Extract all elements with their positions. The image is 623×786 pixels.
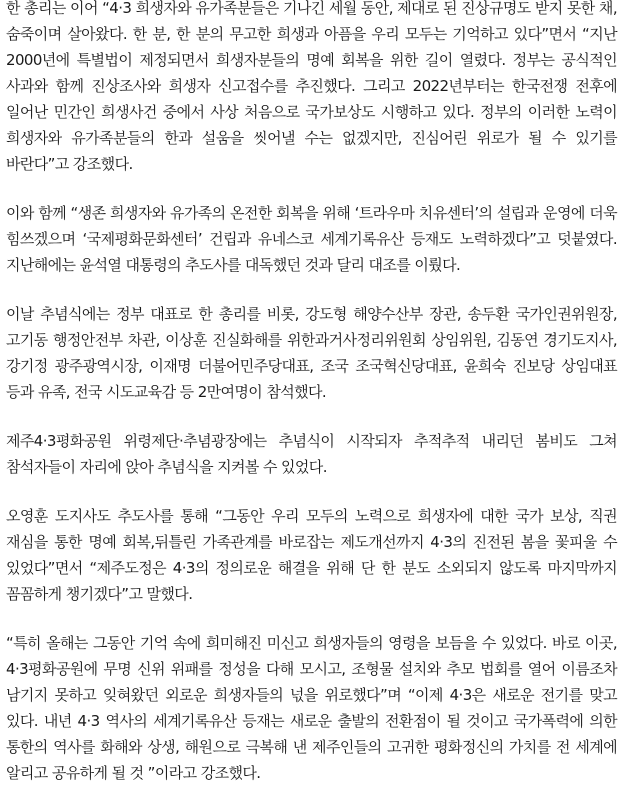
- article-paragraph: 제주4·3평화공원 위령제단·추념광장에는 추념식이 시작되자 추적추적 내리던 봄비도 그쳐 참석자들이 자리에 앉아 추념식을 지켜볼 수 있었다.: [6, 432, 617, 476]
- article-paragraph: “특히 올해는 그동안 기억 속에 희미해진 미신고 희생자들의 영령을 보듬을 수 있었다. 바로 이곳, 4·3평화공원에 무명 신위 위패를 정성을 다해 모시고, 조형물 설치와 추모 법회를 열어 이름조차 남기지 못하고 잊혀왔던 외로운 희생자들의 넋을 위로했다”며 “이제 4·3은 새로운 전기를 맞고 있다. 내년 4·3 역사의 세계기록유산 등재는 새로운 출발의 전환점이 될 것이고 국가폭력에 의한 통한의 역사를 화해와 상생, 해원으로 극복해 낸 제주인들의 고귀한 평화정신의 가치를 전 세계에 알리고 공유하게 될 것 ”이라고 강조했다.: [6, 634, 617, 782]
- article-paragraph: 오영훈 도지사도 추도사를 통해 “그동안 우리 모두의 노력으로 희생자에 대한 국가 보상, 직권 재심을 통한 명예 회복,뒤틀린 가족관계를 바로잡는 제도개선까지 4·3의 진전된 봄을 꽃피울 수 있었다”면서 “제주도정은 4·3의 정의로운 해결을 위해 단 한 분도 소외되지 않도록 마지막까지 꼼꼼하게 챙기겠다”고 말했다.: [6, 507, 617, 603]
- article-paragraph: 이와 함께 “생존 희생자와 유가족의 온전한 회복을 위해 ‘트라우마 치유센터’의 설립과 운영에 더욱 힘쓰겠으며 ‘국제평화문화센터’ 건립과 유네스코 세계기록유산 등재도 노력하겠다”고 덧붙였다. 지난해에는 윤석열 대통령의 추도사를 대독했던 것과 달리 대조를 이뤘다.: [6, 204, 617, 274]
- article-paragraph: 이날 추념식에는 정부 대표로 한 총리를 비롯, 강도형 해양수산부 장관, 송두환 국가인권위원장, 고기동 행정안전부 차관, 이상훈 진실화해를 위한과거사정리위원회 상임위원, 김동연 경기도지사, 강기정 광주광역시장, 이재명 더불어민주당대표, 조국 조국혁신당대표, 윤희숙 진보당 상임대표 등과 유족, 전국 시도교육감 등 2만여명이 참석했다.: [6, 305, 617, 401]
- article-paragraph: 한 총리는 이어 “4·3 희생자와 유가족분들은 기나긴 세월 동안, 제대로 된 진상규명도 받지 못한 채, 숨죽이며 살아왔다. 한 분, 한 분의 무고한 희생과 아픔을 우리 모두는 기억하고 있다”면서 “지난 2000년에 특별법이 제정되면서 희생자분들의 명예 회복을 위한 길이 열렸다. 정부는 공식적인 사과와 함께 진상조사와 희생자 신고접수를 추진했다. 그리고 2022년부터는 한국전쟁 전후에 일어난 민간인 희생사건 중에서 사상 처음으로 국가보상도 시행하고 있다. 정부의 이러한 노력이 희생자와 유가족분들의 한과 설움을 씻어낼 수는 없겠지만, 진심어린 위로가 될 수 있기를 바란다”고 강조했다.: [6, 0, 617, 173]
